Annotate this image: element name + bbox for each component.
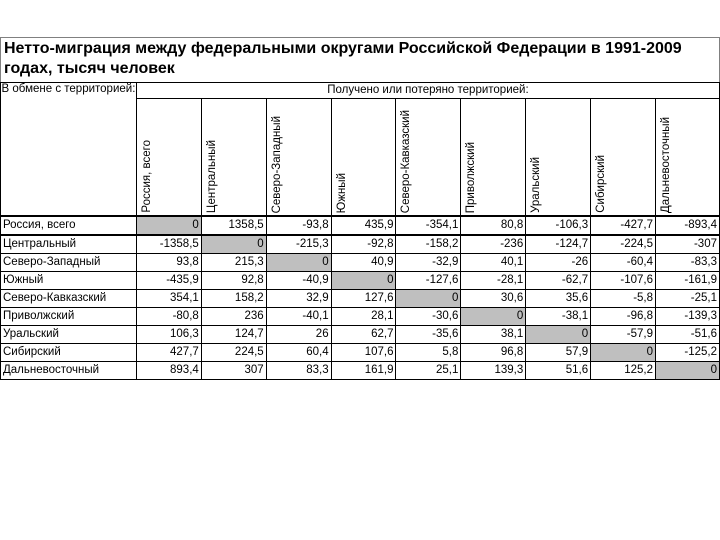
table-row	[1, 308, 720, 326]
value-cell: 62,7	[331, 326, 396, 344]
value-cell: 25,1	[396, 362, 461, 380]
diagonal-cell: 0	[591, 344, 656, 362]
column-header	[201, 99, 266, 217]
diagonal-cell: 0	[461, 308, 526, 326]
row-label: Южный	[1, 272, 137, 290]
table-row	[1, 272, 720, 290]
row-label: Уральский	[1, 326, 137, 344]
row-label: Сибирский	[1, 344, 137, 362]
column-header	[656, 99, 720, 217]
value-cell: 96,8	[461, 344, 526, 362]
diagonal-cell: 0	[526, 326, 591, 344]
row-label: Россия, всего	[1, 216, 137, 235]
value-cell: 139,3	[461, 362, 526, 380]
value-cell: -62,7	[526, 272, 591, 290]
value-cell: -158,2	[396, 235, 461, 254]
corner-header: В обмене с территорией:	[1, 83, 137, 217]
value-cell: -1358,5	[136, 235, 201, 254]
value-cell: 80,8	[461, 216, 526, 235]
column-header-label: Сибирский	[595, 155, 608, 213]
diagonal-cell: 0	[136, 216, 201, 235]
value-cell: 124,7	[201, 326, 266, 344]
value-cell: -893,4	[656, 216, 720, 235]
column-header	[461, 99, 526, 217]
column-header-label: Уральский	[530, 157, 543, 213]
value-cell: 127,6	[331, 290, 396, 308]
value-cell: -28,1	[461, 272, 526, 290]
table-row	[1, 344, 720, 362]
value-cell: -224,5	[591, 235, 656, 254]
value-cell: -106,3	[526, 216, 591, 235]
column-header-label: Дальневосточный	[660, 116, 673, 213]
table-title: Нетто-миграция между федеральными округами Российской Федерации в 1991-2009 годах, тысяч человек	[4, 40, 682, 77]
row-label: Северо-Западный	[1, 254, 137, 272]
row-label: Дальневосточный	[1, 362, 137, 380]
value-cell: -354,1	[396, 216, 461, 235]
value-cell: 51,6	[526, 362, 591, 380]
value-cell: -57,9	[591, 326, 656, 344]
value-cell: -124,7	[526, 235, 591, 254]
value-cell: -80,8	[136, 308, 201, 326]
value-cell: 236	[201, 308, 266, 326]
value-cell: -435,9	[136, 272, 201, 290]
value-cell: 38,1	[461, 326, 526, 344]
column-header	[591, 99, 656, 217]
value-cell: 354,1	[136, 290, 201, 308]
value-cell: 5,8	[396, 344, 461, 362]
column-header	[396, 99, 461, 217]
value-cell: 83,3	[266, 362, 331, 380]
value-cell: 28,1	[331, 308, 396, 326]
value-cell: -107,6	[591, 272, 656, 290]
value-cell: 107,6	[331, 344, 396, 362]
value-cell: -38,1	[526, 308, 591, 326]
value-cell: -427,7	[591, 216, 656, 235]
column-header	[266, 99, 331, 217]
group-header: Получено или потеряно территорией:	[136, 83, 719, 99]
row-label: Центральный	[1, 235, 137, 254]
value-cell: -40,9	[266, 272, 331, 290]
value-cell: 32,9	[266, 290, 331, 308]
value-cell: 30,6	[461, 290, 526, 308]
row-label: Приволжский	[1, 308, 137, 326]
value-cell: 435,9	[331, 216, 396, 235]
diagonal-cell: 0	[656, 362, 720, 380]
column-header	[136, 99, 201, 217]
column-header	[331, 99, 396, 217]
column-header	[526, 99, 591, 217]
value-cell: 215,3	[201, 254, 266, 272]
value-cell: 92,8	[201, 272, 266, 290]
table-row	[1, 326, 720, 344]
value-cell: -25,1	[656, 290, 720, 308]
value-cell: 158,2	[201, 290, 266, 308]
diagonal-cell: 0	[266, 254, 331, 272]
value-cell: 40,1	[461, 254, 526, 272]
table-row	[1, 362, 720, 380]
value-cell: -83,3	[656, 254, 720, 272]
column-header-label: Россия, всего	[140, 140, 153, 213]
table-row	[1, 290, 720, 308]
table-row	[1, 235, 720, 254]
value-cell: -127,6	[396, 272, 461, 290]
value-cell: -60,4	[591, 254, 656, 272]
value-cell: 60,4	[266, 344, 331, 362]
value-cell: 26	[266, 326, 331, 344]
value-cell: -30,6	[396, 308, 461, 326]
value-cell: -236	[461, 235, 526, 254]
migration-table	[0, 82, 720, 380]
table-row	[1, 254, 720, 272]
value-cell: 35,6	[526, 290, 591, 308]
value-cell: -5,8	[591, 290, 656, 308]
value-cell: -125,2	[656, 344, 720, 362]
value-cell: 161,9	[331, 362, 396, 380]
value-cell: 125,2	[591, 362, 656, 380]
value-cell: 427,7	[136, 344, 201, 362]
value-cell: -96,8	[591, 308, 656, 326]
value-cell: -161,9	[656, 272, 720, 290]
value-cell: -40,1	[266, 308, 331, 326]
diagonal-cell: 0	[201, 235, 266, 254]
value-cell: -139,3	[656, 308, 720, 326]
value-cell: 1358,5	[201, 216, 266, 235]
value-cell: 106,3	[136, 326, 201, 344]
title-cell	[0, 37, 720, 83]
value-cell: 40,9	[331, 254, 396, 272]
value-cell: -51,6	[656, 326, 720, 344]
value-cell: 893,4	[136, 362, 201, 380]
table-row	[1, 216, 720, 235]
value-cell: 224,5	[201, 344, 266, 362]
column-header-label: Северо-Западный	[270, 115, 283, 213]
value-cell: -32,9	[396, 254, 461, 272]
row-label: Северо-Кавказский	[1, 290, 137, 308]
value-cell: -92,8	[331, 235, 396, 254]
value-cell: 57,9	[526, 344, 591, 362]
value-cell: -35,6	[396, 326, 461, 344]
column-header-label: Северо-Кавказский	[400, 109, 413, 213]
diagonal-cell: 0	[331, 272, 396, 290]
value-cell: -26	[526, 254, 591, 272]
value-cell: 93,8	[136, 254, 201, 272]
column-header-label: Южный	[335, 172, 348, 213]
value-cell: -93,8	[266, 216, 331, 235]
column-header-label: Приволжский	[465, 141, 478, 213]
diagonal-cell: 0	[396, 290, 461, 308]
value-cell: -307	[656, 235, 720, 254]
value-cell: -215,3	[266, 235, 331, 254]
column-header-label: Центральный	[205, 139, 218, 213]
value-cell: 307	[201, 362, 266, 380]
